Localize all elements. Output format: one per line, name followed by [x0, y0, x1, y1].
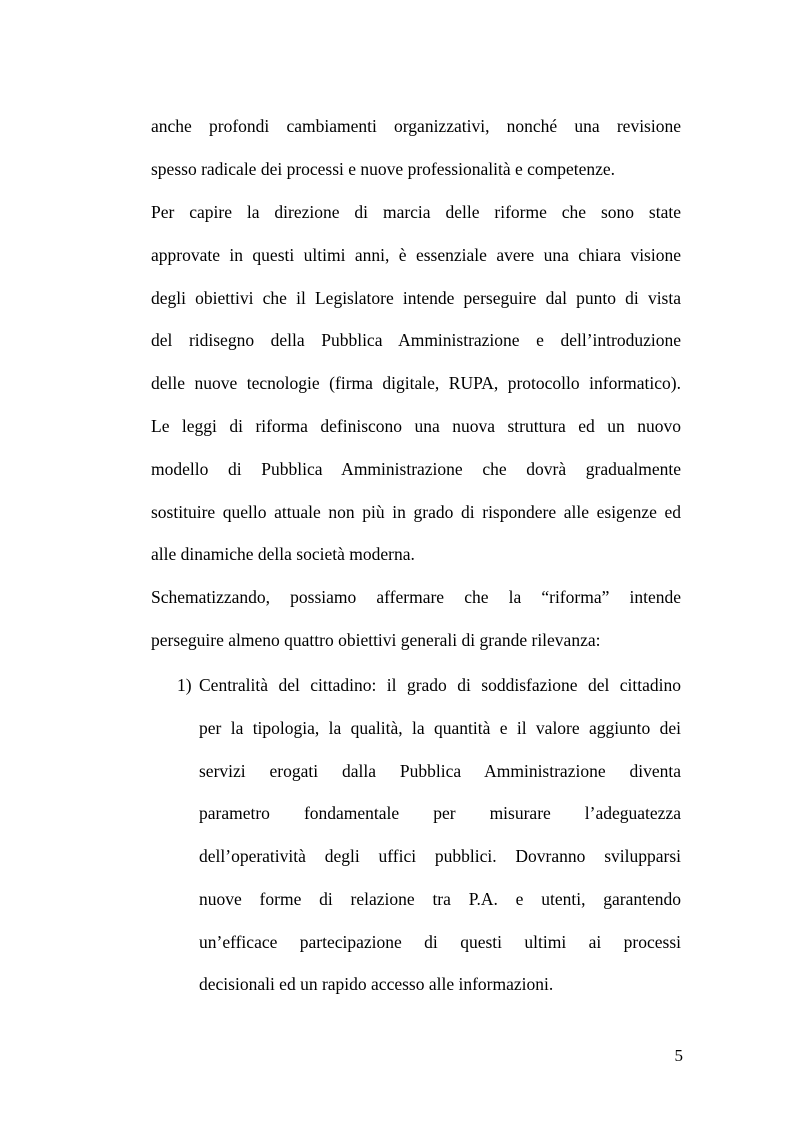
paragraph-line: approvate in questi ultimi anni, è essenziale avere una chiara visione	[151, 245, 681, 265]
paragraph-line: modello di Pubblica Amministrazione che dovrà gradualmente	[151, 459, 681, 479]
list-item-line: dell’operatività degli uffici pubblici. Dovranno svilupparsi	[199, 846, 681, 866]
list-item-line: Centralità del cittadino: il grado di soddisfazione del cittadino	[199, 675, 681, 695]
page-number: 5	[674, 1046, 683, 1065]
paragraph-line: alle dinamiche della società moderna.	[151, 544, 415, 564]
paragraph-line: degli obiettivi che il Legislatore intende perseguire dal punto di vista	[151, 288, 681, 308]
list-marker: 1)	[177, 675, 192, 695]
paragraph-line: sostituire quello attuale non più in grado di rispondere alle esigenze ed	[151, 502, 681, 522]
list-item-line: servizi erogati dalla Pubblica Amministrazione diventa	[199, 761, 681, 781]
paragraph-line: delle nuove tecnologie (firma digitale, RUPA, protocollo informatico).	[151, 373, 681, 393]
paragraph-line: anche profondi cambiamenti organizzativi, nonché una revisione	[151, 116, 681, 136]
list-item-line: un’efficace partecipazione di questi ultimi ai processi	[199, 932, 681, 952]
list-item-line: parametro fondamentale per misurare l’adeguatezza	[199, 803, 681, 823]
list-item-line: decisionali ed un rapido accesso alle informazioni.	[199, 974, 554, 994]
paragraph-line: perseguire almeno quattro obiettivi generali di grande rilevanza:	[151, 630, 601, 650]
list-item-line: per la tipologia, la qualità, la quantità e il valore aggiunto dei	[199, 718, 681, 738]
paragraph-line: Per capire la direzione di marcia delle riforme che sono state	[151, 202, 681, 222]
list-item-line: nuove forme di relazione tra P.A. e utenti, garantendo	[199, 889, 681, 909]
paragraph-line: Schematizzando, possiamo affermare che la “riforma” intende	[151, 587, 681, 607]
paragraph-line: spesso radicale dei processi e nuove professionalità e competenze.	[151, 159, 616, 179]
paragraph-line: del ridisegno della Pubblica Amministrazione e dell’introduzione	[151, 330, 681, 350]
paragraph-line: Le leggi di riforma definiscono una nuova struttura ed un nuovo	[151, 416, 681, 436]
